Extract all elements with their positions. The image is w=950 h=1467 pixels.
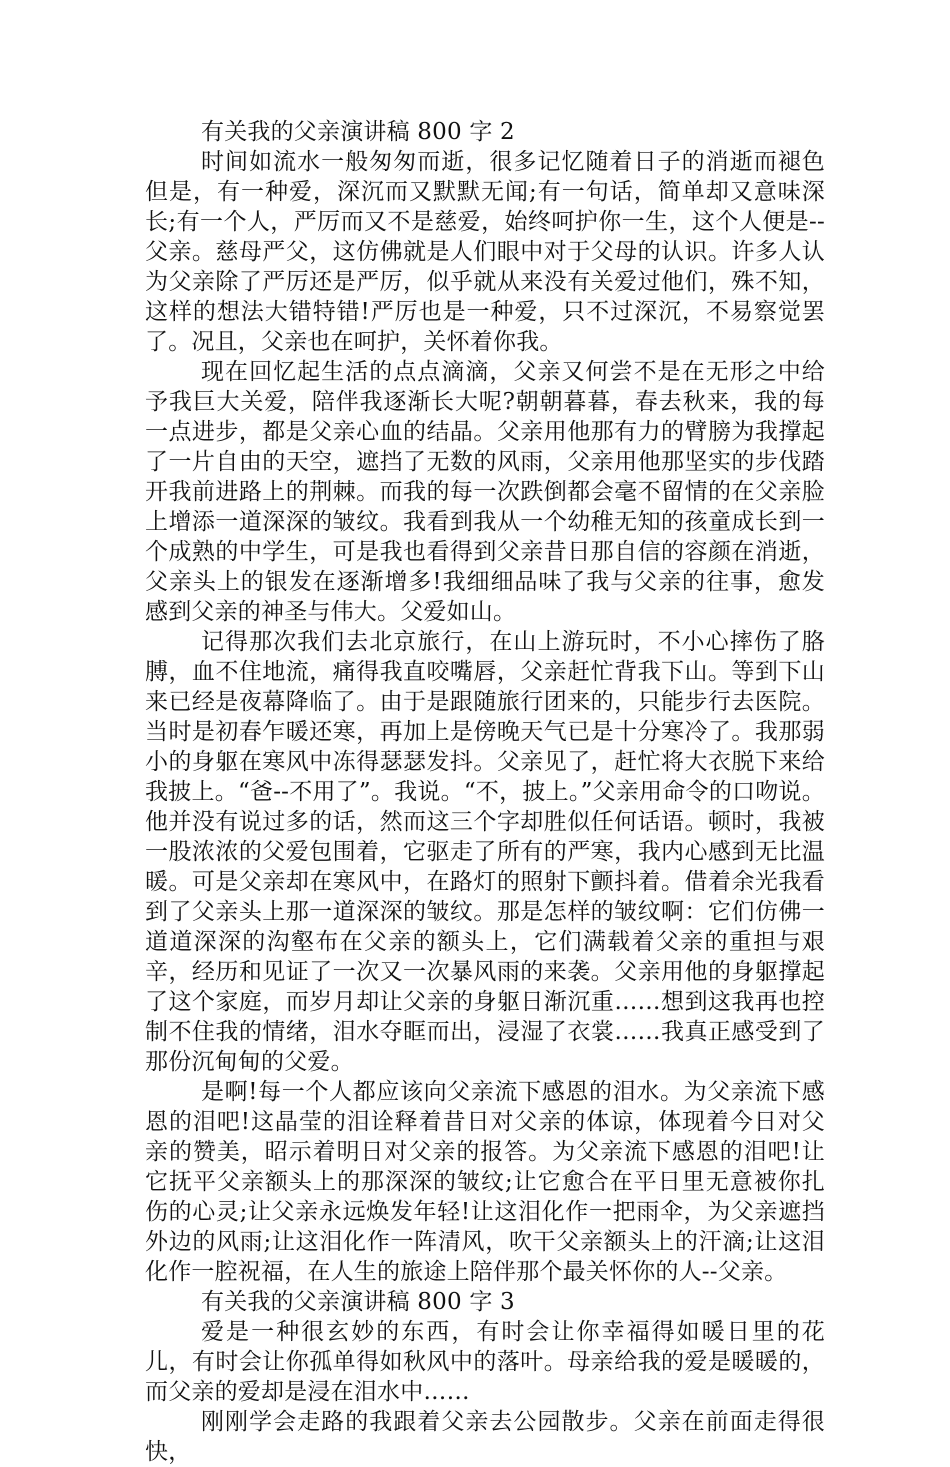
section-heading: 有关我的父亲演讲稿 800 字 2 <box>201 119 515 145</box>
document-body <box>145 117 825 1467</box>
paragraph: 时间如流水一般匆匆而逝，很多记忆随着日子的消逝而褪色但是，有一种爱，深沉而又默默无闻;有一句话，简单却又意味深长;有一个人，严厉而又不是慈爱，始终呵护你一生，这个人便是--父亲。慈母严父，这仿佛就是人们眼中对于父母的认识。许多人认为父亲除了严厉还是严厉，似乎就从来没有关爱过他们，殊不知，这样的想法大错特错!严厉也是一种爱，只不过深沉，不易察觉罢了。况且，父亲也在呵护，关怀着你我。 <box>145 149 825 355</box>
paragraph: 刚刚学会走路的我跟着父亲去公园散步。父亲在前面走得很快， <box>145 1409 825 1465</box>
section-heading: 有关我的父亲演讲稿 800 字 3 <box>201 1289 515 1315</box>
paragraph: 现在回忆起生活的点点滴滴，父亲又何尝不是在无形之中给予我巨大关爱，陪伴我逐渐长大呢?朝朝暮暮，春去秋来，我的每一点进步，都是父亲心血的结晶。父亲用他那有力的臂膀为我撑起了一片自由的天空，遮挡了无数的风雨，父亲用他那坚实的步伐踏开我前进路上的荆棘。而我的每一次跌倒都会毫不留情的在父亲脸上增添一道深深的皱纹。我看到我从一个幼稚无知的孩童成长到一个成熟的中学生，可是我也看得到父亲昔日那自信的容颜在消逝，父亲头上的银发在逐渐增多!我细细品味了我与父亲的往事，愈发感到父亲的神圣与伟大。父爱如山。 <box>145 359 825 625</box>
paragraph: 爱是一种很玄妙的东西，有时会让你幸福得如暖日里的花儿，有时会让你孤单得如秋风中的落叶。母亲给我的爱是暖暖的，而父亲的爱却是浸在泪水中…… <box>145 1319 825 1405</box>
paragraph: 记得那次我们去北京旅行，在山上游玩时，不小心摔伤了胳膊，血不住地流，痛得我直咬嘴唇，父亲赶忙背我下山。等到下山来已经是夜幕降临了。由于是跟随旅行团来的，只能步行去医院。当时是初春乍暖还寒，再加上是傍晚天气已是十分寒冷了。我那弱小的身躯在寒风中冻得瑟瑟发抖。父亲见了，赶忙将大衣脱下来给我披上。“爸--不用了”。我说。“不，披上。”父亲用命令的口吻说。他并没有说过多的话，然而这三个字却胜似任何话语。顿时，我被一股浓浓的父爱包围着，它驱走了所有的严寒，我内心感到无比温暖。可是父亲却在寒风中，在路灯的照射下颤抖着。借着余光我看到了父亲头上那一道深深的皱纹。那是怎样的皱纹啊：它们仿佛一道道深深的沟壑布在父亲的额头上，它们满载着父亲的重担与艰辛，经历和见证了一次又一次暴风雨的来袭。父亲用他的身躯撑起了这个家庭，而岁月却让父亲的身躯日渐沉重……想到这我再也控制不住我的情绪，泪水夺眶而出，浸湿了衣裳……我真正感受到了那份沉甸甸的父爱。 <box>145 629 825 1075</box>
paragraph: 是啊!每一个人都应该向父亲流下感恩的泪水。为父亲流下感恩的泪吧!这晶莹的泪诠释着昔日对父亲的体谅，体现着今日对父亲的赞美，昭示着明日对父亲的报答。为父亲流下感恩的泪吧!让它抚平父亲额头上的那深深的皱纹;让它愈合在平日里无意被你扎伤的心灵;让父亲永远焕发年轻!让这泪化作一把雨伞，为父亲遮挡外边的风雨;让这泪化作一阵清风，吹干父亲额头上的汗滴;让这泪化作一腔祝福，在人生的旅途上陪伴那个最关怀你的人--父亲。 <box>145 1079 825 1285</box>
